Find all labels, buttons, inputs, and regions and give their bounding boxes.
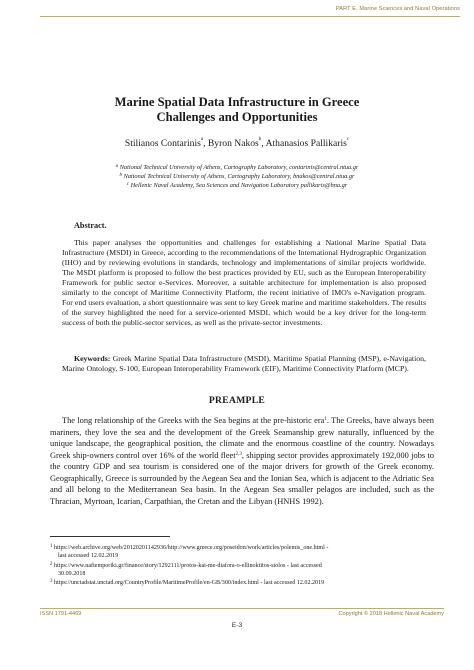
paper-title (40, 95, 434, 125)
header-rule (40, 16, 460, 17)
footnotes (50, 544, 434, 588)
footnote-number: 1 (50, 544, 53, 549)
author-sup: c (346, 137, 350, 142)
affiliation-text: National Technical University of Athens, Cartography Laboratory, bnakos@central.ntua.gr (123, 173, 355, 180)
author-name: Byron Nakos (207, 138, 259, 149)
affiliation-sup: b (119, 173, 122, 178)
footnote (50, 544, 434, 561)
title-line-2: Challenges and Opportunities (156, 110, 318, 124)
running-header: PART E. Marine Sciences and Naval Operations (335, 6, 460, 12)
affiliation-sup: c (126, 182, 130, 187)
keywords-label: Keywords: (74, 354, 111, 363)
affiliation-sup: a (115, 164, 119, 169)
section-heading-preample: PREAMPLE (208, 395, 266, 406)
issn-label: ISSN 1791-4469 (40, 611, 82, 617)
footnote-link[interactable]: https://www.naftemporiki.gr/finance/story/1292111/protos-kai-me-diafora-o-ellinoktitos-stolos - last accessed (54, 562, 322, 569)
copyright-label: Copyright © 2018 Hellenic Naval Academy (338, 611, 444, 617)
affiliation-list (40, 163, 434, 190)
author-name: Stilianos Contarinis (124, 138, 201, 149)
author-name: Athanasios Pallikaris (265, 138, 347, 149)
abstract-body: This paper analyses the opportunities and challenges for establishing a National Marine Spatial Data Infrastructure (MSDI) in Greece, according to the recommendations of the International Hydrographic Organization (IHO) and by reviewing evolutions in standards, technology and implementations of similar projects worldwide. The MSDI platform is proposed to follow the best practices provided by EU, such as the European Interoperability Framework for public sector e-Services. Moreover, a suitable architecture for implementation is also proposed similarly to the concept of Maritime Connectivity Platform, the recent initiative of IMO's e-Navigation program. For end users evaluation, a short questionnaire was sent to key Greek marine and maritime stakeholders. The results of the survey highlighted the need for a service-oriented MSDI, which would be a key driver for the long-term success of both the public-sector services, as well as the private-sector investments. (62, 238, 426, 327)
affiliation-text: Hellenic Naval Academy, Sea Sciences and Navigation Laboratory pallikaris@hna.gr (130, 182, 348, 189)
author-list: Stilianos Contarinis$^a$, Byron Nakos$^b$, Athanasios Pallikaris$^c$ (124, 137, 350, 149)
keywords-text: Greek Marine Spatial Data Infrastructure (MSDI), Maritime Spatial Planning (MSP), e-Navigation, Marine Ontology, S-100, European Interoperability Framework (EIF), Maritime Connectivity Platform (MCP). (62, 354, 426, 373)
page-number: E-3 (231, 622, 243, 629)
body-paragraph: The long relationship of the Greeks with the Sea begins at the pre-historic era$^1$. The Greeks, have always been mariners, they love the sea and the development of the Greek Seamanship grew naturally, influenced by the unique landscape, the geographical position, the climate and the enormous coastline of the country. Nowadays Greek ship-owners control over 16% of the world fleet$^{2,3}$, shipping sector provides approximately 192,000 jobs to the country GDP and sea tourism is considered one of the major drivers for growth of the Greek economy. Geographically, Greece is surrounded by the Aegean Sea and the Ionian Sea, which is adjacent to the Adriatic Sea and all belong to the Mediterranean Sea basin. In the Aegean Sea smaller pelagos are included, such as the Thracian, Myrtoan, Icarian, Carpathian, the Cretan and the Libyan (HNHS 1992). (50, 416, 434, 506)
footnote (50, 562, 434, 579)
footnote-ref: 1 (324, 417, 327, 422)
footnote-link[interactable]: https://web.archive.org/web/20120201142936/http://www.greece.org/poseidon/work/articles/polemis_one.html - (54, 545, 329, 551)
affiliation (40, 172, 434, 181)
affiliation-text: National Technical University of Athens, Cartography Laboratory, contarinis@central.ntua.gr (119, 164, 359, 171)
affiliation (40, 163, 434, 172)
footnote-accessed: last accessed 12.02.2019 (58, 553, 119, 560)
footnote-link[interactable]: https://unctadstat.unctad.org/CountryProfile/MaritimeProfile/en-GB/300/index.html - last accessed 12.02.2019 (54, 580, 325, 587)
footnote (50, 579, 434, 587)
affiliation (40, 181, 434, 190)
footnote-number: 2 (50, 561, 53, 567)
title-line-1: Marine Spatial Data Infrastructure in Greece (114, 95, 360, 109)
footnote-ref: 2,3 (235, 451, 242, 457)
author-sup: a (200, 137, 204, 142)
footnote-accessed: 30.09.2018 (58, 570, 86, 577)
abstract-heading: Abstract. (74, 221, 107, 230)
footnote-rule (50, 536, 170, 537)
footer-rule (40, 608, 444, 609)
author-sup: b (258, 137, 262, 142)
footnote-number: 3 (50, 579, 53, 585)
keywords (62, 354, 426, 374)
